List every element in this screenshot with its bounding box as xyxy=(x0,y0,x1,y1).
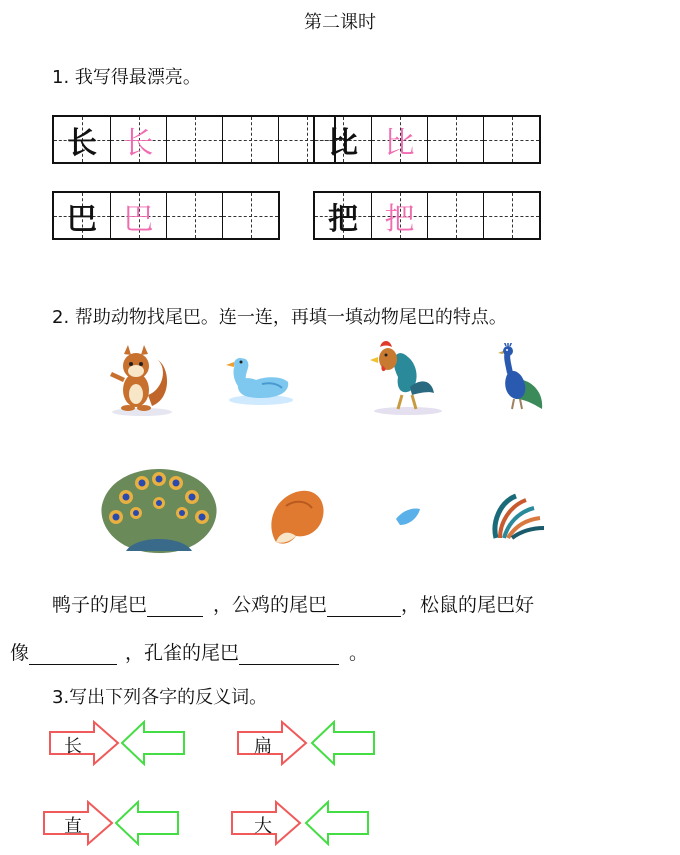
writing-grid-1 xyxy=(52,115,336,164)
word-label: 扁 xyxy=(254,736,272,757)
sentence-text: ，孔雀的尾巴 xyxy=(125,642,240,664)
right-arrow-icon xyxy=(48,720,120,766)
grid-cell-empty[interactable] xyxy=(427,117,483,162)
word-label: 大 xyxy=(254,816,272,837)
word-label: 长 xyxy=(64,736,82,757)
left-arrow-icon[interactable] xyxy=(304,800,370,846)
sentence-text: 像 xyxy=(10,642,30,664)
sentence-text: 。 xyxy=(349,642,369,664)
squirrel-icon[interactable] xyxy=(100,340,180,418)
page-title: 第二课时 xyxy=(304,12,376,33)
answer-blank-rooster[interactable] xyxy=(327,598,401,617)
grid-cell-trace: 长 xyxy=(110,117,166,162)
answer-blank-duck[interactable] xyxy=(147,598,203,617)
grid-cell-trace: 把 xyxy=(371,193,427,238)
fill-sentence-line-1 xyxy=(52,590,534,617)
grid-cell-empty[interactable] xyxy=(222,117,278,162)
writing-grid-4 xyxy=(313,191,541,240)
grid-cell-empty[interactable] xyxy=(166,193,222,238)
duck-icon[interactable] xyxy=(226,352,296,407)
question-3-prompt: 3.写出下列各字的反义词。 xyxy=(52,687,268,708)
grid-cell-empty[interactable] xyxy=(483,193,539,238)
writing-grid-2 xyxy=(313,115,541,164)
word-label: 直 xyxy=(64,816,82,837)
grid-cell-model: 长 xyxy=(54,117,110,162)
peacock-tail-icon[interactable] xyxy=(96,465,222,557)
fill-sentence-line-2 xyxy=(10,638,368,665)
duck-tail-icon[interactable] xyxy=(394,505,422,527)
grid-cell-empty[interactable] xyxy=(166,117,222,162)
left-arrow-icon[interactable] xyxy=(120,720,186,766)
writing-grid-3 xyxy=(52,191,280,240)
question-2-prompt: 2. 帮助动物找尾巴。连一连，再填一填动物尾巴的特点。 xyxy=(52,307,507,328)
grid-cell-empty[interactable] xyxy=(427,193,483,238)
question-1-prompt: 1. 我写得最漂亮。 xyxy=(52,67,201,88)
grid-cell-model: 巴 xyxy=(54,193,110,238)
grid-cell-empty[interactable] xyxy=(222,193,278,238)
answer-blank-squirrel[interactable] xyxy=(29,646,117,665)
rooster-icon[interactable] xyxy=(358,337,444,417)
left-arrow-icon[interactable] xyxy=(114,800,180,846)
grid-cell-model: 把 xyxy=(315,193,371,238)
sentence-text: 鸭子的尾巴 xyxy=(52,594,148,616)
grid-cell-trace: 比 xyxy=(371,117,427,162)
peacock-icon[interactable] xyxy=(486,343,548,413)
squirrel-tail-icon[interactable] xyxy=(266,486,330,550)
grid-cell-model: 比 xyxy=(315,117,371,162)
right-arrow-icon xyxy=(236,720,308,766)
answer-blank-peacock[interactable] xyxy=(239,646,339,665)
left-arrow-icon[interactable] xyxy=(310,720,376,766)
rooster-tail-icon[interactable] xyxy=(490,492,546,544)
grid-cell-trace: 巴 xyxy=(110,193,166,238)
grid-cell-empty[interactable] xyxy=(483,117,539,162)
sentence-text: ，松鼠的尾巴好 xyxy=(401,594,535,616)
sentence-text: ，公鸡的尾巴 xyxy=(213,594,328,616)
